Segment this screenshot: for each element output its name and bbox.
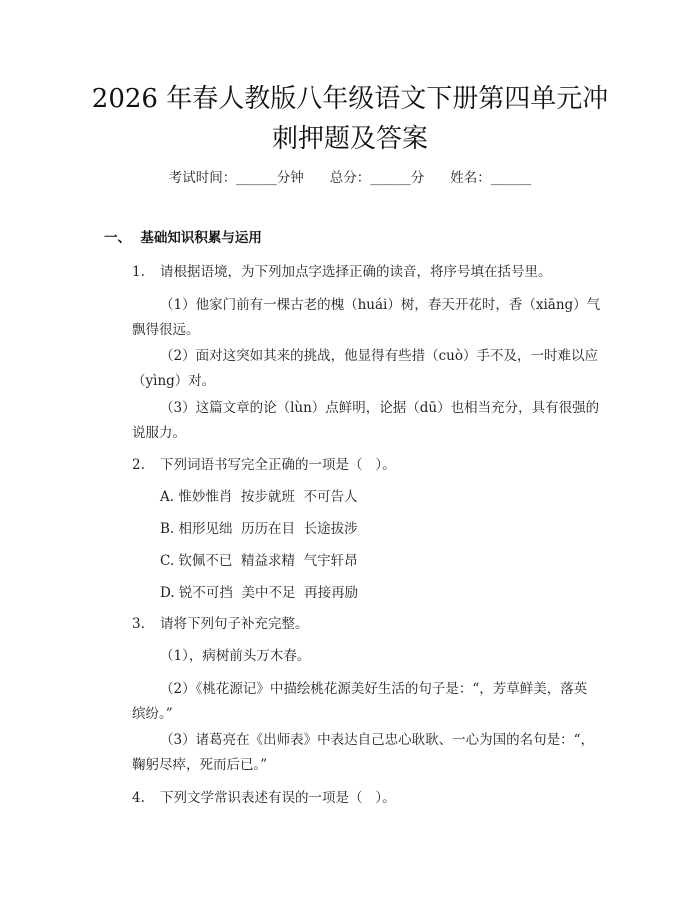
q3-item-3-line-1: （3）诸葛亮在《出师表》中表达自己忠心耿耿、一心为国的名句是：“，	[160, 732, 594, 748]
question-4-text: 下列文学常识表述有误的一项是（ ）。	[160, 790, 396, 806]
q3-item-2-line-1: （2）《桃花源记》中描绘桃花源美好生活的句子是：“，芳草鲜美，落英	[160, 681, 588, 697]
q1-item-1-line-1: （1）他家门前有一棵古老的槐（huái）树，春天开花时，香（xiāng）气	[160, 297, 601, 313]
question-2	[132, 455, 396, 475]
question-1	[132, 262, 552, 282]
question-1-text: 请根据语境，为下列加点字选择正确的读音，将序号填在括号里。	[160, 264, 552, 280]
question-2-text: 下列词语书写完全正确的一项是（ ）。	[160, 457, 396, 473]
exam-time: 考试时间：______分钟	[168, 170, 304, 186]
q1-item-3-line-1: （3）这篇文章的论（lùn）点鲜明，论据（dū）也相当充分，具有很强的	[160, 400, 600, 416]
q2-option-b: B. 相形见绌 历历在目 长途拔涉	[160, 521, 358, 537]
q2-option-a: A. 惟妙惟肖 按步就班 不可告人	[160, 489, 358, 505]
question-3	[132, 614, 309, 634]
q1-item-2-line-2: （yìng）对。	[132, 373, 216, 389]
exam-score: 总分：______分	[329, 170, 425, 186]
question-4-number: 4.	[132, 790, 145, 806]
q1-item-1-line-2: 飘得很远。	[132, 322, 200, 338]
document-title-line-1: 2026 年春人教版八年级语文下册第四单元冲	[91, 84, 609, 114]
question-2-number: 2.	[132, 457, 145, 473]
q2-option-d: D. 锐不可挡 美中不足 再接再励	[160, 585, 359, 601]
document-title-line-2: 刺押题及答案	[271, 124, 428, 154]
q2-option-c: C. 钦佩不已 精益求精 气宇轩昂	[160, 553, 358, 569]
q1-item-3-line-2: 说服力。	[132, 425, 186, 441]
question-1-number: 1.	[132, 264, 145, 280]
exam-name: 姓名：______	[450, 170, 532, 186]
q3-item-3-line-2: 鞠躬尽瘁，死而后已。”	[132, 757, 268, 773]
q3-item-2-line-2: 缤纷。”	[132, 706, 173, 722]
q1-item-2-line-1: （2）面对这突如其来的挑战，他显得有些措（cuò）手不及，一时难以应	[160, 348, 598, 364]
question-3-number: 3.	[132, 616, 145, 632]
question-4	[132, 788, 396, 808]
q3-item-1: （1），病树前头万木春。	[160, 648, 311, 664]
exam-meta	[0, 168, 700, 188]
question-3-text: 请将下列句子补充完整。	[160, 616, 309, 632]
section-heading-1: 一、 基础知识积累与运用	[104, 230, 262, 246]
